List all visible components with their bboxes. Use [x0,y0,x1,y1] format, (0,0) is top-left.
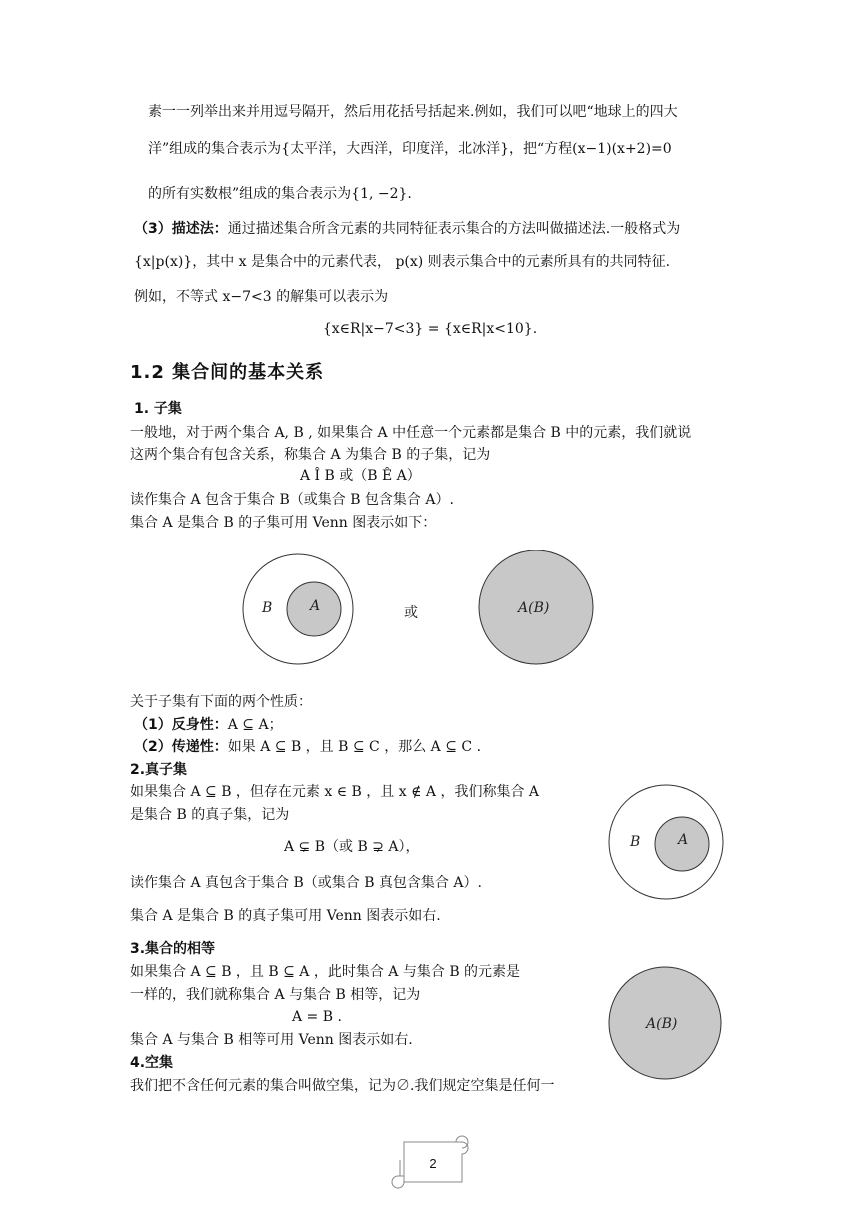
equality-heading: 3.集合的相等 [130,941,216,957]
proper-subset-paragraph-2: 是集合 B 的真子集，记为 [130,807,290,823]
description-method-line-2: {x|p(x)}，其中 x 是集合中的元素代表， p(x) 则表示集合中的元素所具有的共同特征. [134,254,671,270]
subset-venn-caption: 集合 A 是集合 B 的子集可用 Venn 图表示如下： [130,515,437,531]
property-transitive [134,738,481,756]
proper-subset-heading: 2.真子集 [130,762,188,778]
subset-paragraph-1: 一般地，对于两个集合 A, B , 如果集合 A 中任意一个元素都是集合 B 中的元素，我们就说 [130,425,692,441]
or-label: 或 [404,605,418,621]
description-method-formula: {x∈R|x−7<3} = {x∈R|x<10}. [322,321,538,337]
set-ab-label: A(B) [518,600,550,616]
set-b-label: B [262,600,273,616]
subset-venn-diagram [240,552,360,666]
property-reflexive-text: A ⊆ A； [227,717,283,733]
description-method-example: 例如，不等式 x−7<3 的解集可以表示为 [134,289,389,305]
empty-set-paragraph: 我们把不含任何元素的集合叫做空集，记为∅.我们规定空集是任何一 [130,1078,555,1094]
proper-subset-venn-diagram [608,784,728,902]
subset-read: 读作集合 A 包含于集合 B（或集合 B 包含集合 A）. [130,492,454,508]
property-reflexive [134,716,283,734]
subset-heading: 1. 子集 [134,401,182,417]
proper-subset-read: 读作集合 A 真包含于集合 B（或集合 B 真包含集合 A）. [130,875,482,891]
subset-paragraph-2: 这两个集合有包含关系，称集合 A 为集合 B 的子集，记为 [130,447,491,463]
set-ab-label: A(B) [646,1016,678,1032]
set-a-label: A [310,598,321,614]
intro-line-3: 的所有实数根”组成的集合表示为{1, −2}. [148,186,412,202]
description-method-label: （3）描述法： [134,221,228,237]
set-b-label: B [630,834,641,850]
property-transitive-label: （2）传递性： [134,739,228,755]
proper-subset-venn-caption: 集合 A 是集合 B 的真子集可用 Venn 图表示如右. [130,908,441,924]
equality-paragraph-1: 如果集合 A ⊆ B ，且 B ⊆ A ，此时集合 A 与集合 B 的元素是 [130,964,521,980]
intro-line-1: 素一一列举出来并用逗号隔开，然后用花括号括起来.例如，我们可以吧“地球上的四大 [148,104,678,120]
description-method-paragraph [134,220,680,238]
page-number: 2 [429,1156,437,1171]
subset-notation: A Î B 或（B Ê A） [300,468,421,484]
equality-notation: A = B . [292,1009,342,1025]
description-method-text: 通过描述集合所含元素的共同特征表示集合的方法叫做描述法.一般格式为 [227,221,681,237]
property-transitive-text: 如果 A ⊆ B ，且 B ⊆ C ，那么 A ⊆ C . [227,739,482,755]
equality-venn-caption: 集合 A 与集合 B 相等可用 Venn 图表示如右. [130,1032,413,1048]
intro-line-2: 洋”组成的集合表示为{太平洋，大西洋，印度洋，北冰洋}，把“方程(x−1)(x+2)=0 [148,141,672,157]
subset-properties-intro: 关于子集有下面的两个性质： [130,694,312,710]
proper-subset-notation: A ⊊ B（或 B ⊋ A）， [284,839,420,855]
set-a-label: A [678,832,689,848]
equality-paragraph-2: 一样的，我们就称集合 A 与集合 B 相等，记为 [130,987,421,1003]
equal-venn-diagram-top [478,550,598,666]
equality-venn-diagram [608,966,724,1082]
section-title: 1.2 集合间的基本关系 [130,362,325,383]
proper-subset-paragraph-1: 如果集合 A ⊆ B ，但存在元素 x ∈ B ，且 x ∉ A ，我们称集合 A [130,784,540,800]
empty-set-heading: 4.空集 [130,1055,174,1071]
property-reflexive-label: （1）反身性： [134,717,228,733]
